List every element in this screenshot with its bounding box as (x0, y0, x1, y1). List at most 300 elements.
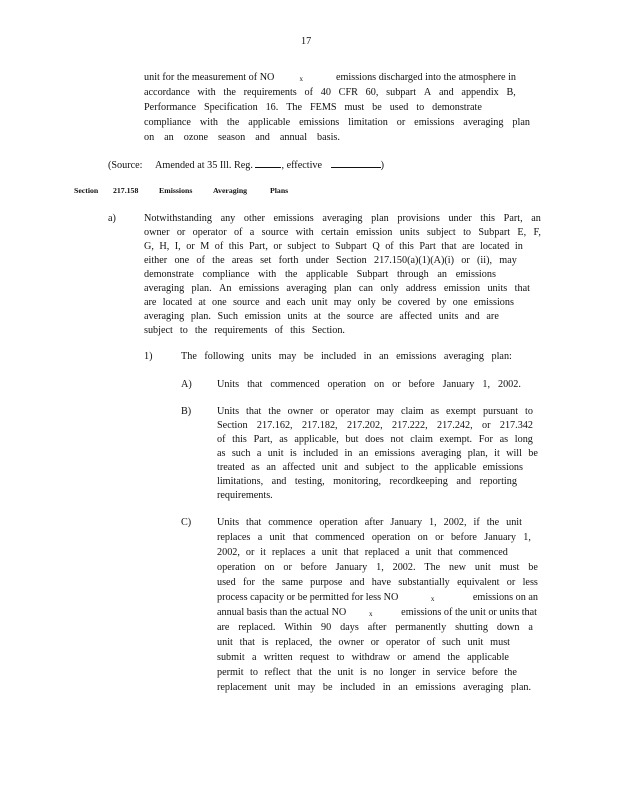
word: or (397, 652, 406, 663)
text-line (144, 268, 496, 281)
text-line (144, 212, 541, 225)
word: amend (413, 652, 441, 663)
word: to (321, 241, 330, 252)
word: January (390, 517, 423, 528)
word: it (494, 448, 500, 459)
word: or (283, 562, 292, 573)
word: under (448, 213, 472, 224)
word: 217.242, (436, 420, 473, 431)
word: may (333, 297, 352, 308)
word: after (364, 517, 384, 528)
word: emissions (473, 297, 514, 308)
word: be (528, 562, 538, 573)
word: averaging (144, 311, 185, 322)
word: with (258, 269, 277, 280)
text-line (144, 324, 345, 337)
word: of (196, 255, 205, 266)
word: a (256, 448, 262, 459)
word: or (370, 637, 380, 648)
word: or (176, 227, 186, 238)
word: owner (338, 637, 364, 648)
word: following (204, 351, 244, 362)
word: and (465, 311, 480, 322)
text-line-part: emissions of the unit or units that (401, 607, 537, 618)
word: be (528, 448, 538, 459)
word: pursuant (482, 406, 519, 417)
para-a-marker: a) (108, 213, 116, 224)
word: for (242, 577, 255, 588)
word: 90 (321, 622, 332, 633)
word: limitation (348, 117, 388, 128)
word: season (218, 132, 246, 143)
word: that (292, 532, 308, 543)
item-b-marker: B) (181, 406, 192, 417)
word: this (290, 325, 305, 336)
text-line (217, 621, 533, 634)
word: 16. (265, 102, 279, 113)
word: and (271, 476, 287, 487)
word: Part (419, 241, 436, 252)
word: reflect (264, 667, 291, 678)
word: emissions (299, 117, 340, 128)
word: to (525, 406, 533, 417)
word: plan. (510, 682, 531, 693)
word: must (344, 102, 365, 113)
word: as (499, 434, 509, 445)
word: compliance (202, 269, 250, 280)
blank-date (331, 157, 381, 168)
word: 2002, (443, 517, 467, 528)
word: the (415, 462, 428, 473)
word: January (335, 562, 368, 573)
word: 2002. (392, 562, 416, 573)
word: exempt (446, 406, 476, 417)
word: other (243, 213, 265, 224)
word: plan: (491, 351, 512, 362)
word: that (514, 283, 530, 294)
word: plan (371, 213, 389, 224)
word: must (499, 562, 520, 573)
word: operator (385, 637, 420, 648)
word: are (462, 241, 475, 252)
word: of (385, 241, 394, 252)
word: set (260, 255, 272, 266)
word: 2002, (217, 547, 240, 558)
word: no (373, 667, 384, 678)
word: emissions (396, 351, 437, 362)
text-line (144, 310, 499, 323)
word: of (426, 637, 436, 648)
word: in (382, 682, 391, 693)
word: to (400, 462, 409, 473)
word: limitations, (217, 476, 264, 487)
word: to (416, 102, 425, 113)
word: An (219, 283, 232, 294)
section-title-word: Plans (270, 186, 289, 195)
word: that (247, 379, 263, 390)
subscript: x (299, 75, 303, 83)
word: monitoring, (333, 476, 381, 487)
text-line (144, 71, 516, 84)
page-number: 17 (301, 36, 312, 47)
text-line (217, 447, 538, 460)
word: emissions (455, 269, 496, 280)
word: used (217, 577, 236, 588)
word: applicable (306, 269, 348, 280)
word: included (320, 351, 357, 362)
word: emission (356, 227, 393, 238)
word: (ii), (477, 255, 493, 266)
word: 1, (429, 517, 437, 528)
text-line (144, 86, 516, 99)
word: basis. (317, 132, 340, 143)
word: located (162, 297, 193, 308)
word: an (358, 448, 369, 459)
word: an (266, 462, 276, 473)
word: this (228, 241, 244, 252)
text-line (217, 591, 538, 604)
word: does (365, 434, 384, 445)
word: the (223, 87, 236, 98)
word: requirements (243, 87, 297, 98)
word: 217.342 (499, 420, 533, 431)
word: this (399, 241, 414, 252)
word: plan. (190, 311, 211, 322)
word: replaced (364, 547, 400, 558)
text-line (144, 226, 541, 239)
word: an (531, 213, 541, 224)
word: that (246, 517, 262, 528)
text-line (144, 116, 530, 129)
word: averaging (322, 213, 363, 224)
word: provisions (397, 213, 440, 224)
word: The (286, 102, 303, 113)
word: operation (217, 562, 256, 573)
word: emissions (238, 283, 280, 294)
word: the (318, 667, 332, 678)
word: can (358, 283, 374, 294)
word: the (504, 667, 517, 678)
word: plan. (191, 283, 212, 294)
word: a (405, 547, 410, 558)
word: Part, (503, 213, 523, 224)
word: Part, (253, 434, 273, 445)
word: that (246, 406, 262, 417)
word: Units (217, 517, 240, 528)
text-line (217, 475, 517, 488)
word: and (255, 132, 270, 143)
word: each (286, 297, 306, 308)
word: The (424, 562, 441, 573)
word: 1, (523, 532, 531, 543)
word: be (381, 297, 392, 308)
word: Section (336, 255, 367, 266)
word: in (344, 448, 353, 459)
word: to (336, 652, 345, 663)
section-title-word: Averaging (213, 186, 248, 195)
word: will (506, 448, 522, 459)
word: before (471, 667, 498, 678)
word: of (214, 241, 224, 252)
word: 2002. (497, 379, 521, 390)
word: certain (321, 227, 349, 238)
word: are (144, 297, 157, 308)
word: any (220, 213, 236, 224)
word: the (268, 406, 281, 417)
word: withdraw (351, 652, 391, 663)
word: unit (269, 532, 286, 543)
text-line-part: annual basis than the actual NO (217, 607, 347, 618)
word: as (430, 406, 440, 417)
subscript: x (368, 610, 373, 618)
word: a (257, 532, 263, 543)
word: or (245, 547, 255, 558)
section-label: Section (74, 186, 99, 195)
word: it (260, 547, 266, 558)
word: 217.182, (301, 420, 338, 431)
word: or (273, 241, 282, 252)
word: Section. (311, 325, 345, 336)
text-line (217, 546, 508, 559)
word: averaging (463, 117, 504, 128)
word: one (174, 255, 190, 266)
word: operator (192, 227, 227, 238)
word: before (300, 562, 327, 573)
word: unit (274, 682, 291, 693)
word: only (357, 297, 376, 308)
word: emissions (415, 682, 456, 693)
word: before (408, 379, 435, 390)
word: source (261, 227, 289, 238)
section-title-word: Emissions (159, 186, 193, 195)
word: owner (287, 406, 314, 417)
word: included (340, 682, 376, 693)
word: with (197, 87, 216, 98)
word: substantially (398, 577, 450, 588)
word: before (450, 532, 477, 543)
word: emissions (273, 213, 314, 224)
item-c-marker: C) (181, 517, 192, 528)
word: on (264, 562, 275, 573)
word: commence (268, 517, 313, 528)
text-line (144, 296, 514, 309)
word: or (186, 241, 195, 252)
word: unit (267, 448, 284, 459)
word: operation (319, 517, 358, 528)
word: areas (231, 255, 253, 266)
word: claim (400, 406, 424, 417)
word: are (217, 622, 230, 633)
word: permit (217, 667, 244, 678)
section-number: 217.158 (113, 186, 139, 195)
word: request (299, 652, 330, 663)
word: unit (217, 637, 233, 648)
word: Subpart (478, 227, 511, 238)
word: address (405, 283, 437, 294)
word: Notwithstanding (144, 213, 212, 224)
word: unit (506, 517, 522, 528)
word: located (479, 241, 510, 252)
word: units (287, 311, 308, 322)
word: at (313, 311, 322, 322)
word: same (281, 577, 303, 588)
text-line-part: emissions on an (472, 592, 538, 603)
word: subject (365, 462, 395, 473)
text-line (217, 666, 517, 679)
word: as (251, 462, 260, 473)
word: appendix (461, 87, 499, 98)
word: this (480, 213, 496, 224)
word: averaging (144, 283, 185, 294)
word: emissions (414, 117, 455, 128)
word: units (487, 283, 508, 294)
word: written (263, 652, 293, 663)
word: Performance (144, 102, 197, 113)
word: a (251, 652, 257, 663)
word: is (359, 667, 367, 678)
word: purpose (310, 577, 343, 588)
word: that (343, 547, 359, 558)
word: permanently (395, 622, 447, 633)
word: unit (337, 667, 354, 678)
word: and (456, 476, 472, 487)
word: and (265, 297, 281, 308)
word: averaging (286, 283, 327, 294)
word: long (514, 434, 533, 445)
word: replaced. (238, 622, 276, 633)
word: 60, (365, 87, 379, 98)
word: accordance (144, 87, 190, 98)
word: Units (217, 406, 240, 417)
text-line-part: requirements. (217, 490, 273, 501)
word: of (304, 87, 314, 98)
word: such (231, 448, 251, 459)
text-line (144, 101, 482, 114)
word: plan (333, 283, 352, 294)
text-line (217, 419, 533, 432)
word: I, (174, 241, 181, 252)
word: the (262, 577, 275, 588)
word: January (442, 379, 475, 390)
word: days (340, 622, 359, 633)
word: plan, (467, 448, 488, 459)
source-note-effective: , effective (281, 160, 323, 171)
word: by (436, 297, 447, 308)
word: G, (144, 241, 154, 252)
word: source (347, 311, 374, 322)
word: not (390, 434, 404, 445)
word: demonstrate (144, 269, 194, 280)
word: 217.222, (391, 420, 428, 431)
word: is (289, 448, 297, 459)
word: unit (415, 547, 432, 558)
word: as (217, 448, 226, 459)
word: source (232, 297, 260, 308)
text-line (217, 606, 537, 619)
word: or (435, 532, 444, 543)
word: M (200, 241, 210, 252)
word: replaces (217, 532, 251, 543)
word: subpart (386, 87, 417, 98)
source-note-text: Amended at 35 Ill. Reg. (155, 160, 253, 171)
word: covered (397, 297, 431, 308)
text-line (217, 576, 538, 589)
word: to (250, 667, 258, 678)
word: the (194, 325, 208, 336)
word: 40 (320, 87, 331, 98)
text-line-part: emissions discharged into the atmosphere in (335, 72, 516, 83)
word: compliance (144, 117, 191, 128)
word: that (296, 667, 313, 678)
text-line (217, 561, 538, 574)
word: or (461, 255, 470, 266)
source-note (108, 157, 384, 172)
word: subject (426, 227, 456, 238)
word: such (442, 637, 461, 648)
word: are (380, 311, 393, 322)
word: only (380, 283, 399, 294)
word: may (499, 255, 517, 266)
word: Such (217, 311, 238, 322)
word: that (239, 637, 255, 648)
text-line (144, 282, 530, 295)
word: forth (278, 255, 299, 266)
word: if (473, 517, 480, 528)
word: reporting (479, 476, 517, 487)
word: emission (244, 311, 281, 322)
item-1-text (181, 350, 512, 363)
word: be (372, 102, 382, 113)
word: Q (372, 241, 380, 252)
word: and (349, 577, 365, 588)
word: demonstrate (432, 102, 482, 113)
text-line-part: unit for the measurement of NO (144, 72, 275, 83)
item-a-text (217, 378, 521, 391)
text-line (144, 254, 517, 267)
word: or (392, 379, 401, 390)
word: this (232, 434, 247, 445)
word: an (164, 132, 174, 143)
word: Subpart (335, 241, 367, 252)
word: unit (467, 637, 484, 648)
word: January (484, 532, 516, 543)
word: The (181, 351, 197, 362)
word: FEMS (309, 102, 337, 113)
word: unit (321, 547, 338, 558)
word: the (226, 117, 240, 128)
word: the (486, 517, 500, 528)
word: down (496, 622, 520, 633)
word: to (179, 325, 188, 336)
word: less (522, 577, 538, 588)
word: an (379, 351, 389, 362)
word: requirements (214, 325, 268, 336)
text-line (144, 240, 523, 253)
word: commenced (270, 379, 320, 390)
word: averaging (421, 448, 462, 459)
word: CFR (338, 87, 358, 98)
word: affected (399, 311, 432, 322)
word: emissions (482, 462, 523, 473)
word: an (437, 269, 448, 280)
source-note-prefix: (Source: (108, 160, 143, 171)
word: to (463, 227, 472, 238)
word: the (319, 637, 332, 648)
word: in (422, 667, 431, 678)
word: operation (327, 379, 367, 390)
text-line (217, 681, 531, 694)
word: 217.162, (256, 420, 293, 431)
